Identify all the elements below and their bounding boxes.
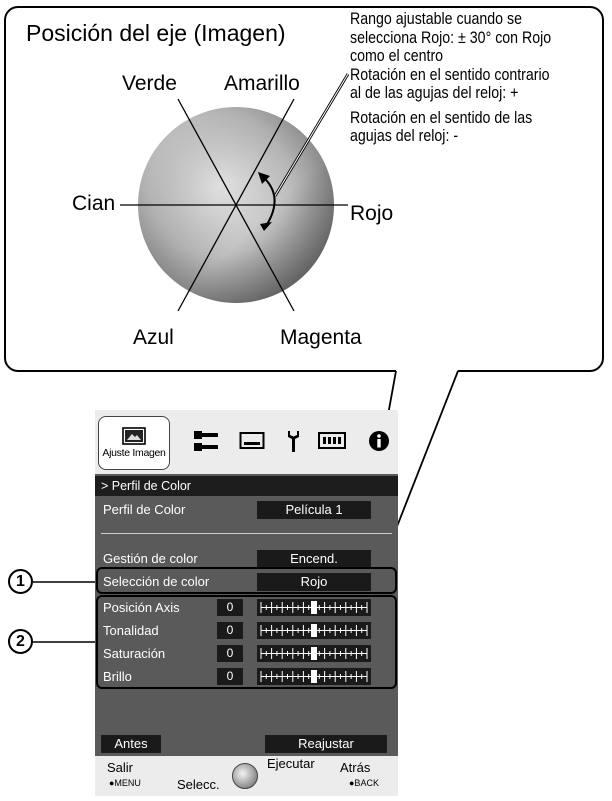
menu-tab-bar	[95, 410, 398, 474]
row-color-management[interactable]	[95, 549, 398, 569]
note-line: como el centro	[350, 47, 444, 65]
menu-footer	[95, 756, 398, 796]
tab-display[interactable]	[235, 424, 269, 458]
note-line: Rotación en el sentido contrario	[350, 65, 550, 84]
back-key: ●BACK	[349, 778, 379, 788]
highlight-adjustments	[96, 595, 397, 689]
hue-label: Tonalidad	[103, 623, 159, 638]
color-profile-value[interactable]: Película 1	[257, 501, 371, 519]
tab-input[interactable]	[189, 424, 223, 458]
exit-label: Salir	[107, 760, 134, 775]
color-selection-value[interactable]: Rojo	[257, 573, 371, 591]
label-red: Rojo	[350, 202, 394, 225]
axis-position-value: 0	[217, 599, 243, 616]
wrench-icon	[283, 428, 303, 454]
diagram-title: Posición del eje (Imagen)	[26, 20, 286, 46]
note-line: selecciona Rojo: ± 30° con Rojo	[350, 28, 552, 47]
callout-marker-2: 2	[8, 629, 33, 654]
color-selection-label: Selección de color	[103, 574, 210, 589]
tab-installation[interactable]	[278, 424, 308, 458]
tab-network[interactable]	[313, 424, 351, 458]
note-line: agujas del reloj: -	[350, 127, 459, 145]
execute-label: Ejecutar	[267, 756, 315, 771]
menu-breadcrumb: > Perfil de Color	[95, 476, 398, 496]
joystick-icon	[232, 763, 258, 789]
tab-picture-label: Ajuste Imagen	[102, 447, 166, 459]
color-management-value[interactable]: Encend.	[257, 550, 371, 568]
tab-info[interactable]	[363, 424, 395, 458]
axis-position-label: Posición Axis	[103, 600, 180, 615]
callout-marker-1: 1	[8, 569, 33, 594]
display-icon	[239, 431, 265, 451]
brightness-value: 0	[217, 668, 243, 685]
saturation-value: 0	[217, 645, 243, 662]
tab-picture-adjust[interactable]	[98, 416, 170, 470]
row-color-profile[interactable]	[95, 500, 398, 520]
range-note	[350, 10, 574, 146]
label-yellow: Amarillo	[224, 72, 300, 95]
note-line: al de las agujas del reloj: +	[350, 84, 519, 102]
saturation-label: Saturación	[103, 646, 166, 661]
back-label: Atrás	[340, 760, 371, 775]
note-line: Rango ajustable cuando se	[350, 10, 522, 28]
input-signal-icon	[191, 429, 221, 453]
label-green: Verde	[122, 72, 177, 95]
menu-divider	[101, 533, 392, 534]
label-blue: Azul	[133, 326, 174, 349]
reset-button[interactable]: Reajustar	[265, 735, 387, 753]
label-cyan: Cian	[72, 192, 116, 215]
network-icon	[317, 430, 347, 452]
exit-key: ●MENU	[109, 778, 141, 788]
highlight-color-selection	[96, 567, 397, 594]
select-label: Selecc.	[177, 777, 220, 792]
label-magenta: Magenta	[280, 326, 362, 349]
brightness-label: Brillo	[103, 669, 132, 684]
note-line: Rotación en el sentido de las	[350, 108, 533, 127]
color-management-label: Gestión de color	[103, 551, 198, 566]
info-icon	[368, 430, 390, 452]
color-profile-label: Perfil de Color	[103, 502, 186, 517]
hue-value: 0	[217, 622, 243, 639]
before-button[interactable]: Antes	[101, 735, 161, 753]
picture-adjust-icon	[122, 427, 146, 445]
